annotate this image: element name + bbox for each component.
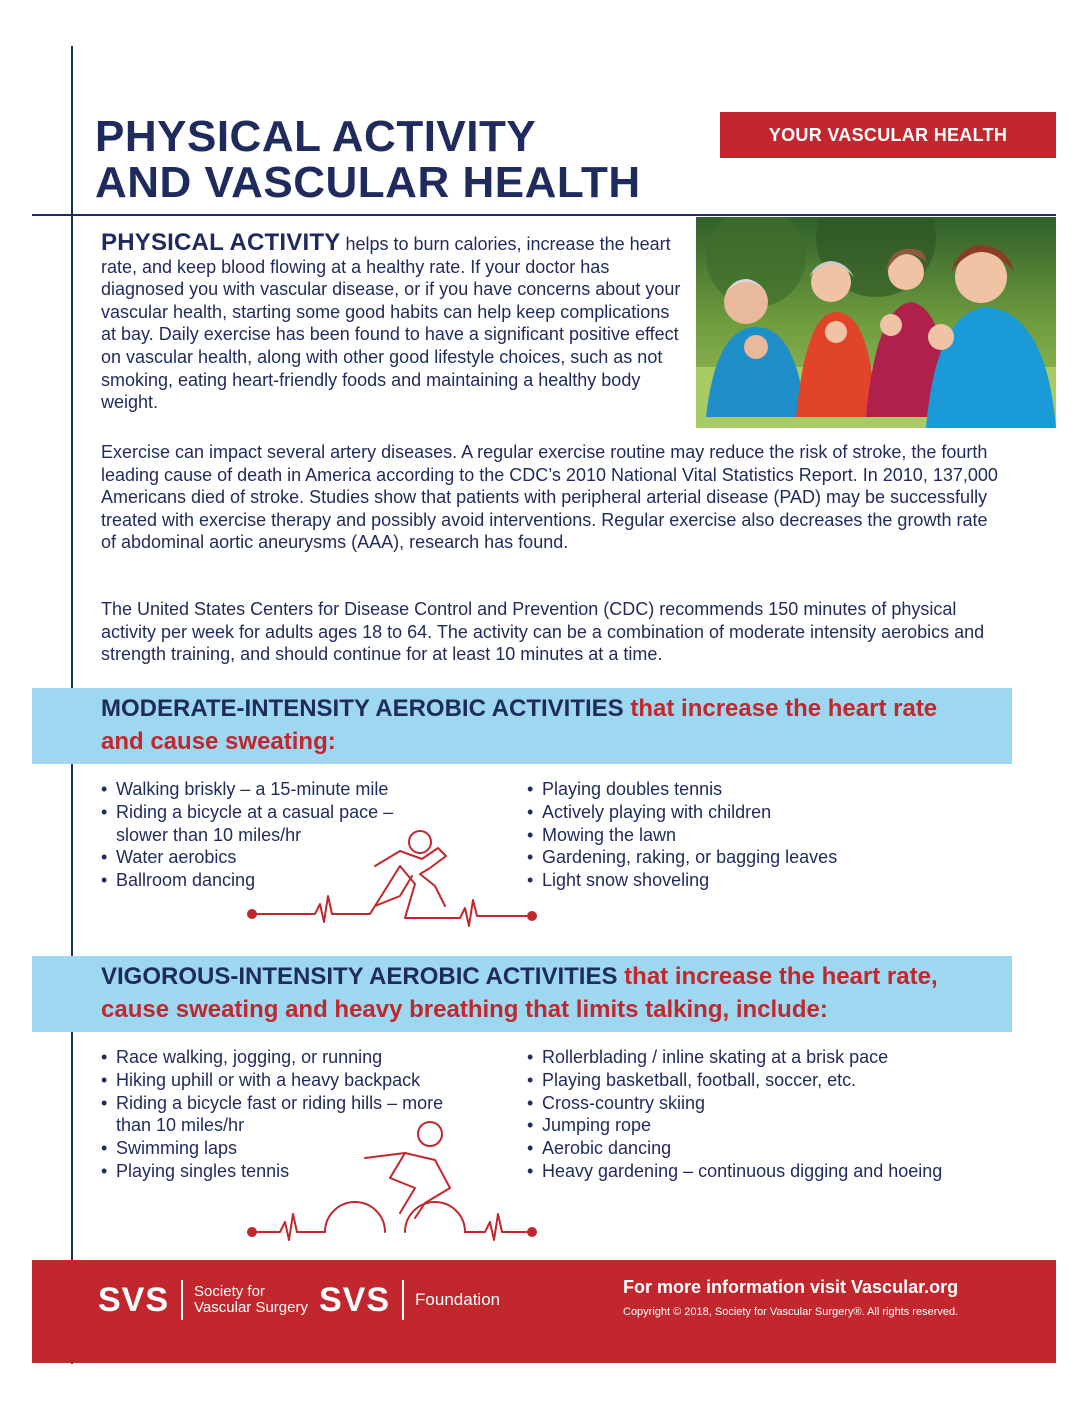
runner-heartbeat-icon [240, 826, 540, 940]
list-item: • Water aerobics [101, 846, 431, 869]
list-item: • Heavy gardening – continuous digging and hoeing [527, 1160, 1007, 1183]
moderate-list-right [527, 778, 947, 892]
list-item: • Riding a bicycle fast or riding hills – more than 10 miles/hr [101, 1092, 481, 1138]
list-item: • Swimming laps [101, 1137, 481, 1160]
svs-name-line-2: Vascular Surgery [194, 1299, 308, 1316]
moderate-heading-blue: MODERATE-INTENSITY AEROBIC ACTIVITIES [101, 695, 624, 722]
intro-text: helps to burn calories, increase the heart rate, and keep blood flowing at a healthy rate. If your doctor has diagnosed you with vascular disease, or if you have concerns about your vascular health, starting some good habits can help keep complications at bay. Daily exercise has been found to have a significant positive effect on vascular health, along with other good lifestyle choices, such as not smoking, eating heart-friendly foods and maintaining a healthy body weight. [101, 234, 681, 413]
logo-divider [402, 1280, 404, 1320]
list-item: • Race walking, jogging, or running [101, 1046, 481, 1069]
moderate-heading [32, 688, 1012, 764]
foundation-label: Foundation [415, 1290, 501, 1309]
svs-logo[interactable] [98, 1280, 308, 1320]
title-line-1: PHYSICAL ACTIVITY [95, 112, 537, 161]
svs-foundation-abbr: SVS [319, 1280, 391, 1319]
list-item: • Ballroom dancing [101, 869, 431, 892]
list-item: • Actively playing with children [527, 801, 947, 824]
more-info-link[interactable]: For more information visit Vascular.org [623, 1277, 959, 1297]
vigorous-heading-red: that increase the heart rate, cause sweating and heavy breathing that limits talking, include: [101, 963, 938, 1023]
cyclist-heartbeat-icon [240, 1118, 540, 1252]
intro-paragraph [101, 229, 681, 414]
list-item: • Light snow shoveling [527, 869, 947, 892]
footer [32, 1260, 1056, 1363]
svs-name-line-1: Society for [194, 1283, 265, 1300]
exercise-paragraph: Exercise can impact several artery diseases. A regular exercise routine may reduce the risk of stroke, the fourth leading cause of death in America according to the CDC’s 2010 National Vital Statistics Report. In 2010, 137,000 Americans died of stroke. Studies show that patients with peripheral arterial disease (PAD) may be successfully treated with exercise therapy and possibly avoid interventions. Regular exercise also decreases the growth rate of abdominal aortic aneurysms (AAA), research has found. [101, 442, 998, 553]
svs-foundation-logo[interactable] [319, 1280, 500, 1320]
vigorous-list-right [527, 1046, 1007, 1183]
list-item: • Riding a bicycle at a casual pace – slower than 10 miles/hr [101, 801, 431, 847]
list-item: • Playing singles tennis [101, 1160, 481, 1183]
title-line-2: AND VASCULAR HEALTH [95, 158, 641, 207]
list-item: • Walking briskly – a 15-minute mile [101, 778, 431, 801]
section-badge: YOUR VASCULAR HEALTH [720, 112, 1056, 158]
list-item: • Gardening, raking, or bagging leaves [527, 846, 947, 869]
copyright-text: Copyright © 2018, Society for Vascular Surgery®. All rights reserved. [623, 1306, 959, 1318]
list-item: • Jumping rope [527, 1114, 1007, 1137]
page-title [95, 114, 641, 206]
svs-name [194, 1284, 308, 1316]
intro-lead: PHYSICAL ACTIVITY [101, 229, 341, 256]
cdc-paragraph: The United States Centers for Disease Control and Prevention (CDC) recommends 150 minutes of physical activity per week for adults ages 18 to 64. The activity can be a combination of moderate intensity aerobics and strength training, and should continue for at least 10 minutes at a time. [101, 599, 985, 665]
list-item: • Cross-country skiing [527, 1092, 1007, 1115]
list-item: • Playing doubles tennis [527, 778, 947, 801]
list-item: • Hiking uphill or with a heavy backpack [101, 1069, 481, 1092]
vigorous-heading-blue: VIGOROUS-INTENSITY AEROBIC ACTIVITIES [101, 963, 618, 990]
moderate-heading-red: that increase the heart rate and cause sweating: [101, 695, 938, 755]
seniors-exercising-photo [696, 217, 1056, 428]
list-item: • Aerobic dancing [527, 1137, 1007, 1160]
list-item: • Playing basketball, football, soccer, etc. [527, 1069, 1007, 1092]
logo-divider [181, 1280, 183, 1320]
svs-abbr: SVS [98, 1280, 170, 1319]
header-rule [32, 214, 1056, 216]
list-item: • Rollerblading / inline skating at a brisk pace [527, 1046, 1007, 1069]
list-item: • Mowing the lawn [527, 824, 947, 847]
vigorous-heading [32, 956, 1012, 1032]
